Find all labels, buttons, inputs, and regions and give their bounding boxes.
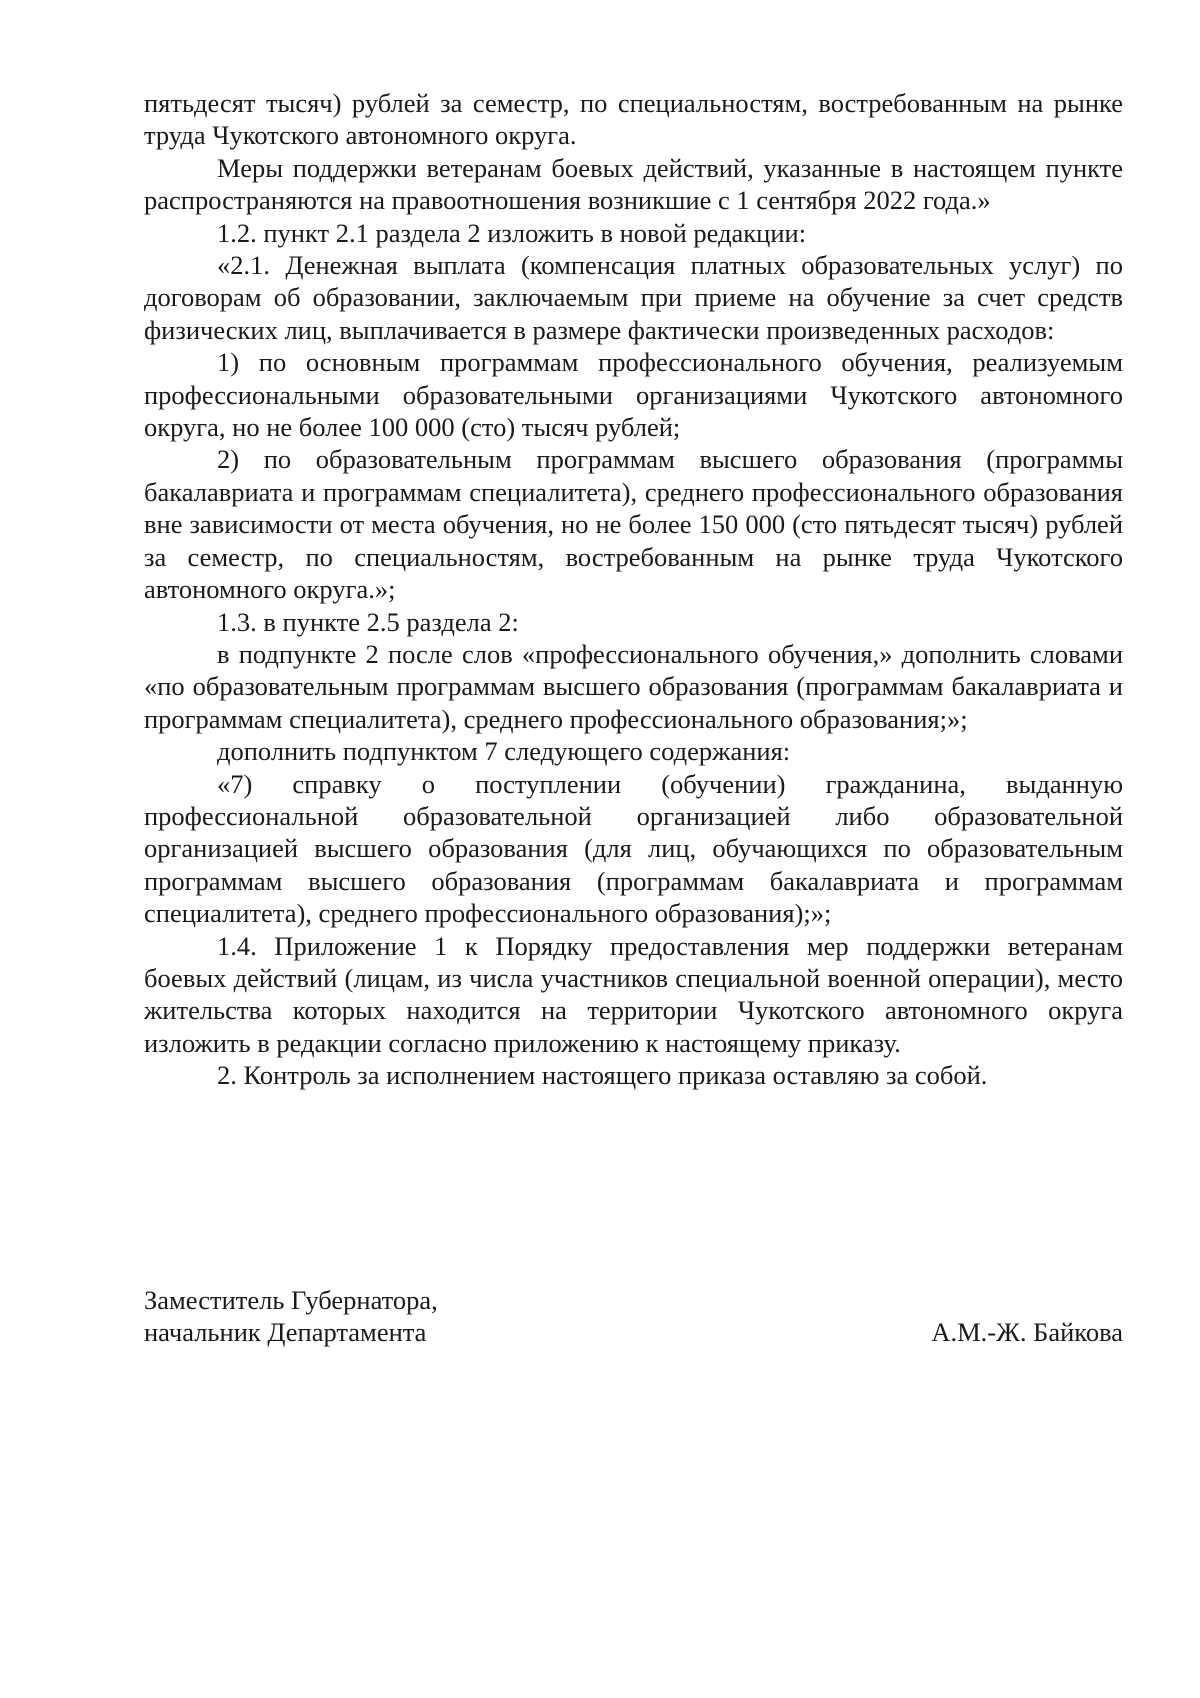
paragraph-add-subpoint-7: дополнить подпунктом 7 следующего содержания:	[217, 736, 791, 767]
paragraph-item-1-2: 1.2. пункт 2.1 раздела 2 изложить в новой редакции:	[217, 217, 807, 248]
signatory-position-line1: Заместитель Губернатора,	[144, 1285, 438, 1315]
paragraph-item-2-1: «2.1. Денежная выплата (компенсация платных образовательных услуг) по договорам об образовании, заключаемым при приеме на обучение за счет средств физических лиц, выплачивается в размере фактически произведенных расходов:	[144, 250, 1123, 345]
paragraph-item-2-control: 2. Контроль за исполнением настоящего приказа оставляю за собой.	[217, 1060, 988, 1091]
paragraph-subpoint-7: «7) справку о поступлении (обучении) гражданина, выданную профессиональной образовательной организацией либо образовательной организацией высшего образования (для лиц, обучающихся по образовательным программам высшего образования (программам бакалавриата и программам специалитета), среднего профессионального образования);»;	[144, 768, 1123, 929]
signature-line	[144, 1316, 1123, 1348]
paragraph-subitem-1: 1) по основным программам профессионального обучения, реализуемым профессиональными образовательными организациями Чукотского автономного округа, но не более 100 000 (сто) тысяч рублей;	[144, 347, 1123, 443]
signatory-name: А.М.-Ж. Байкова	[931, 1317, 1123, 1348]
paragraph-subitem-2: 2) по образовательным программам высшего образования (программы бакалавриата и программам специалитета), среднего профессионального образования вне зависимости от места обучения, но не более 150 000 (сто пятьдесят тысяч) рублей за семестр, по специальностям, востребованным на рынке труда Чукотского автономного округа.»;	[144, 444, 1123, 605]
paragraph-item-1-4: 1.4. Приложение 1 к Порядку предоставления мер поддержки ветеранам боевых действий (лицам, из числа участников специальной военной операции), место жительства которых находится на территории Чукотского автономного округа изложить в редакции согласно приложению к настоящему приказу.	[144, 930, 1123, 1058]
document-body	[144, 87, 1123, 1092]
paragraph-support-measures: Меры поддержки ветеранам боевых действий, указанные в настоящем пункте распространяются на правоотношения возникшие с 1 сентября 2022 года.»	[144, 152, 1123, 216]
paragraph-subpoint-2-amendment: в подпункте 2 после слов «профессионального обучения,» дополнить словами «по образовательным программам высшего образования (программам бакалавриата и программам специалитета), среднего профессионального образования;»;	[144, 638, 1123, 734]
paragraph-continuation: пятьдесят тысяч) рублей за семестр, по специальностям, востребованным на рынке труда Чукотского автономного округа.	[144, 88, 1123, 151]
paragraph-item-1-3: 1.3. в пункте 2.5 раздела 2:	[217, 606, 519, 637]
signatory-position-line2: начальник Департамента	[144, 1317, 427, 1348]
signature-block	[144, 1284, 1123, 1349]
